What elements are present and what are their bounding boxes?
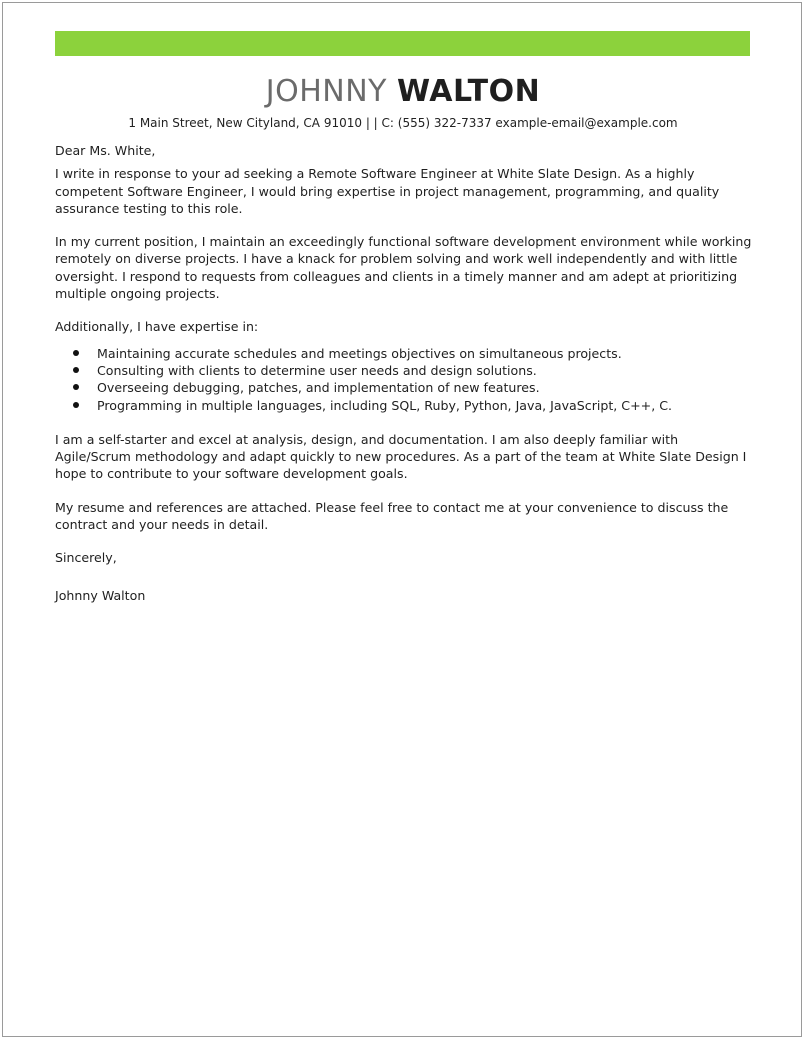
paragraph-resume: My resume and references are attached. Please feel free to contact me at your convenience to discuss the contract and your needs in detail. (55, 499, 729, 533)
list-item (55, 397, 755, 414)
list-item (55, 362, 755, 379)
expertise-list (55, 345, 755, 414)
paragraph-current-position: In my current position, I maintain an exceedingly functional software development environment while working remotely on diverse projects. I have a knack for problem solving and work well independently and with little oversight. I respond to requests from colleagues and clients in a timely manner and am adept at prioritizing multiple ongoing projects. (55, 234, 752, 302)
first-name: JOHNNY (265, 74, 387, 109)
last-name: WALTON (397, 74, 541, 109)
header-accent-bar (55, 31, 750, 56)
letter-body (55, 142, 755, 567)
bullet-icon (73, 350, 79, 356)
closing: Sincerely, (55, 550, 117, 566)
list-item (55, 379, 755, 396)
paragraph-intro: I write in response to your ad seeking a Remote Software Engineer at White Slate Design. As a highly competent Software Engineer, I would bring expertise in project management, programming, and quality assurance testing to this role. (55, 166, 720, 216)
list-item-text: Overseeing debugging, patches, and implementation of new features. (97, 380, 540, 396)
list-item-text: Programming in multiple languages, including SQL, Ruby, Python, Java, JavaScript, C++, C. (97, 397, 673, 413)
signature-name: Johnny Walton (55, 588, 146, 603)
expertise-intro: Additionally, I have expertise in: (55, 319, 259, 335)
applicant-name (0, 74, 806, 110)
list-item-text: Maintaining accurate schedules and meetings objectives on simultaneous projects. (97, 345, 622, 361)
list-item-text: Consulting with clients to determine user needs and design solutions. (97, 362, 537, 378)
list-item (55, 345, 755, 362)
contact-line: 1 Main Street, New Cityland, CA 91010 | | C: (555) 322-7337 example-email@example.com (128, 116, 678, 130)
bullet-icon (73, 384, 79, 390)
bullet-icon (73, 402, 79, 408)
paragraph-skills: I am a self-starter and excel at analysis, design, and documentation. I am also deeply familiar with Agile/Scrum methodology and adapt quickly to new procedures. As a part of the team at White Slate Design I hope to contribute to your software development goals. (55, 431, 747, 482)
bullet-icon (73, 367, 79, 373)
greeting: Dear Ms. White, (55, 143, 156, 158)
